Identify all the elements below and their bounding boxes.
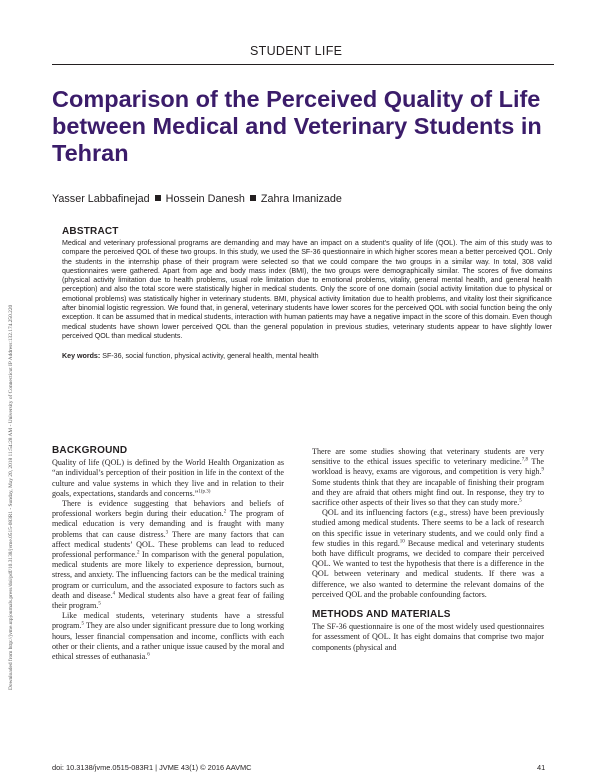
citation-ref: 3 [165,529,169,535]
citation-ref: 2 [137,550,140,556]
citation-ref: 5 [98,601,101,607]
citation-ref: 9 [541,467,544,473]
background-heading: BACKGROUND [52,445,128,456]
paragraph-text: Quality of life (QOL) is defined by the World Health Organization as “an individual’s perception of their position in life in the context of the culture and value systems in which they live and in relation to their goals, expectations, standards and concerns.” [52,458,284,498]
citation-ref: 10 [399,539,405,545]
citation-ref: 2 [223,509,227,515]
footer-citation: doi: 10.3138/jvme.0515-083R1 | JVME 43(1) © 2016 AAVMC [52,763,252,772]
keywords [62,352,552,360]
citation-ref: 5 [81,621,84,627]
paragraph-text: There are many factors that can affect medical students’ QOL. These problems can lead to reduced professional performance. [52,529,284,560]
paragraph-text: There is evidence suggesting that behaviors and beliefs of professional workers begin during their education. [52,499,284,519]
citation-ref: 4 [112,591,116,597]
author-name: Hossein Danesh [165,193,245,205]
paragraph-text: There are some studies showing that veterinary students are very sensitive to the ethical issues specific to veterinary medicine. [312,447,544,467]
page-number: 41 [537,763,546,772]
article-title: Comparison of the Perceived Quality of Life between Medical and Veterinary Students in Tehran [52,86,542,166]
abstract-section [62,226,552,360]
body-column-left [52,446,284,662]
abstract-heading: ABSTRACT [62,226,119,237]
paragraph-text: In comparison with the general population, medical students are more likely to experience depression, burnout, stress, and anxiety. The influencing factors can be the medical training program or curriculum, and the associated exposure to factors such as death and disease. [52,550,284,600]
section-divider [52,64,554,65]
citation-ref: 5 [519,498,522,504]
body-paragraph [312,447,544,508]
paragraph-text: They are also under significant pressure due to long working hours, lesser financial compensation and income, conflicts with each other or their clients, and a rather unique issue caused by the moral and ethical stresses of euthanasia. [52,621,284,662]
paragraph-text: Like medical students, veterinary students have a stressful program. [52,611,284,631]
author-name: Zahra Imanizade [260,193,342,205]
methods-heading: METHODS AND MATERIALS [312,609,451,621]
section-label: STUDENT LIFE [250,44,343,58]
keywords-label: Key words: [62,352,101,361]
citation-ref: 7,8 [521,457,529,463]
citation-ref: 6 [147,652,150,658]
body-paragraph [52,499,284,611]
citation-ref: 1(p.3) [198,489,211,495]
body-column-right [312,447,544,653]
author-separator [250,195,256,201]
author-separator [155,195,161,201]
body-paragraph [52,458,284,499]
body-paragraph [312,508,544,600]
paragraph-text: Because medical and veterinary students both have difficult programs, we decided to compare their perceived QOL. We wanted to test the hypothesis that there is a difference in the QOL between veterinary and medical students. If there was a difference, we also wanted to determine the relevant domains of the perceived QOL and the probable confounding factors. [312,538,544,599]
paragraph-text: The workload is heavy, exams are vigorous, and competition is very high. [312,457,545,477]
author-name: Yasser Labbafinejad [52,193,150,205]
download-watermark [0,130,14,690]
body-paragraph [52,611,284,662]
download-watermark-text: Downloaded from http://jvme.utpjournals.press/doi/pdf/10.3138/jvme.0515-083R1 - Sunday, May 20, 2018 11:54:28 AM - University of Connecticut IP Address:132.174.250.220 [8,304,14,690]
paragraph-text: Some students think that they are incapable of finishing their program and they are afraid that others might find out. In response, they try to sacrifice other aspects of their lives so that they can study more. [312,477,544,508]
body-paragraph: The SF-36 questionnaire is one of the most widely used questionnaires for assessment of QOL. It has eight domains that comprise two major components (physical and [312,622,544,652]
paragraph-text: Medical students also have a great fear of failing their program. [52,590,284,611]
keywords-list: SF-36, social function, physical activity, general health, mental health [102,352,319,361]
paragraph-text: QOL and its influencing factors (e.g., stress) have been previously studied among medical students. There seems to be a lack of research on this specific issue in veterinary students, and we could only find a few studies in this regard. [312,508,544,548]
abstract-text: Medical and veterinary professional programs are demanding and may have an impact on a student's quality of life (QOL). The aim of this study was to compare the perceived QOL of these two groups. In this study, we used the SF-36 questionnaire in which higher scores mean a better perceived QOL. Only the students in the internship phase of their program were selected so that we could compare the two groups in a similar way. In total, 308 valid questionnaires were gathered. Apart from age and body mass index (BMI), the two groups were demographically similar. The scores of five domains (physical activity limitation due to health problems, usual role limitation due to emotional problems, vitality, general mental health, and general health perception) and also the total score were statistically higher in medical students. Only the score of one domain (social activity limitation due to physical or emotional problems) was statistically higher in veterinary students. BMI, physical activity limitation due to health problems, and vitality lost their significance after binomial logistic regression. We found that, in general, veterinary students have lower scores for the perceived QOL with social function being the only exception. It can be assumed that in medical students, interaction with human patients may have a negative impact in the score of this domain. Even though medical students have shown lower perceived QOL than the general population in previous studies, veterinary students appear to have slightly lower perceived QOL than medical students. [62,239,552,340]
paragraph-text: The program of medical education is very demanding and is fraught with many problems that can cause distress. [52,509,285,539]
author-list [52,193,342,205]
